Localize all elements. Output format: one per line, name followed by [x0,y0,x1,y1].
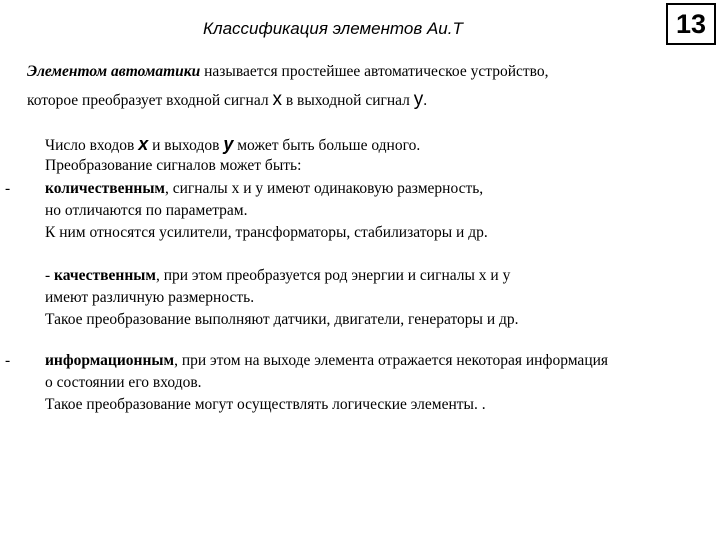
inputs-outputs-text-b: и выходов [148,137,224,154]
intro-line-1-rest: называется простейшее автоматическое устройство, [200,63,549,80]
informational-line-3: Такое преобразование могут осуществлять логические элементы. . [45,396,486,413]
inputs-outputs-text-c: может быть больше одного. [233,137,421,154]
qualitative-term: качественным [54,267,156,284]
inputs-outputs-line [45,134,420,155]
inputs-var-x: x [138,134,149,154]
page-number: 13 [675,8,707,39]
qualitative-line-1 [45,267,510,285]
quantitative-line-3: К ним относятся усилители, трансформаторы, стабилизаторы и др. [45,224,488,241]
qualitative-prefix: - [45,267,55,284]
quantitative-term: количественным [45,180,165,197]
intro-var-y: y [413,89,424,110]
conversion-intro-line: Преобразование сигналов может быть: [45,157,302,174]
quantitative-line-1 [45,180,483,198]
qualitative-line-3: Такое преобразование выполняют датчики, двигатели, генераторы и др. [45,311,519,328]
intro-line-2 [27,89,427,111]
intro-line-2-end: . [423,92,428,109]
informational-dash: - [5,352,11,369]
intro-var-x: x [272,89,282,110]
quantitative-line-2: но отличаются по параметрам. [45,202,248,219]
inputs-outputs-text-a: Число входов [45,137,139,154]
intro-line-2-text-b: в выходной сигнал [281,92,414,109]
informational-line-2: о состоянии его входов. [45,374,202,391]
quantitative-dash: - [5,180,11,197]
informational-line-1 [45,352,608,370]
informational-line-1-rest: , при этом на выходе элемента отражается некоторая информация [174,352,609,369]
intro-line-2-text-a: которое преобразует входной сигнал [27,92,273,109]
outputs-var-y: y [223,134,234,154]
page-title: Классификация элементов Au.T [203,19,463,38]
informational-term: информационным [45,352,175,369]
intro-term: Элементом автоматики [27,63,201,80]
qualitative-line-1-rest: , при этом преобразуется род энергии и сигналы х и у [155,267,511,284]
intro-line-1 [27,63,548,81]
qualitative-line-2: имеют различную размерность. [45,289,255,306]
page-number-box [666,3,716,45]
quantitative-line-1-rest: , сигналы х и у имеют одинаковую размерность, [164,180,484,197]
